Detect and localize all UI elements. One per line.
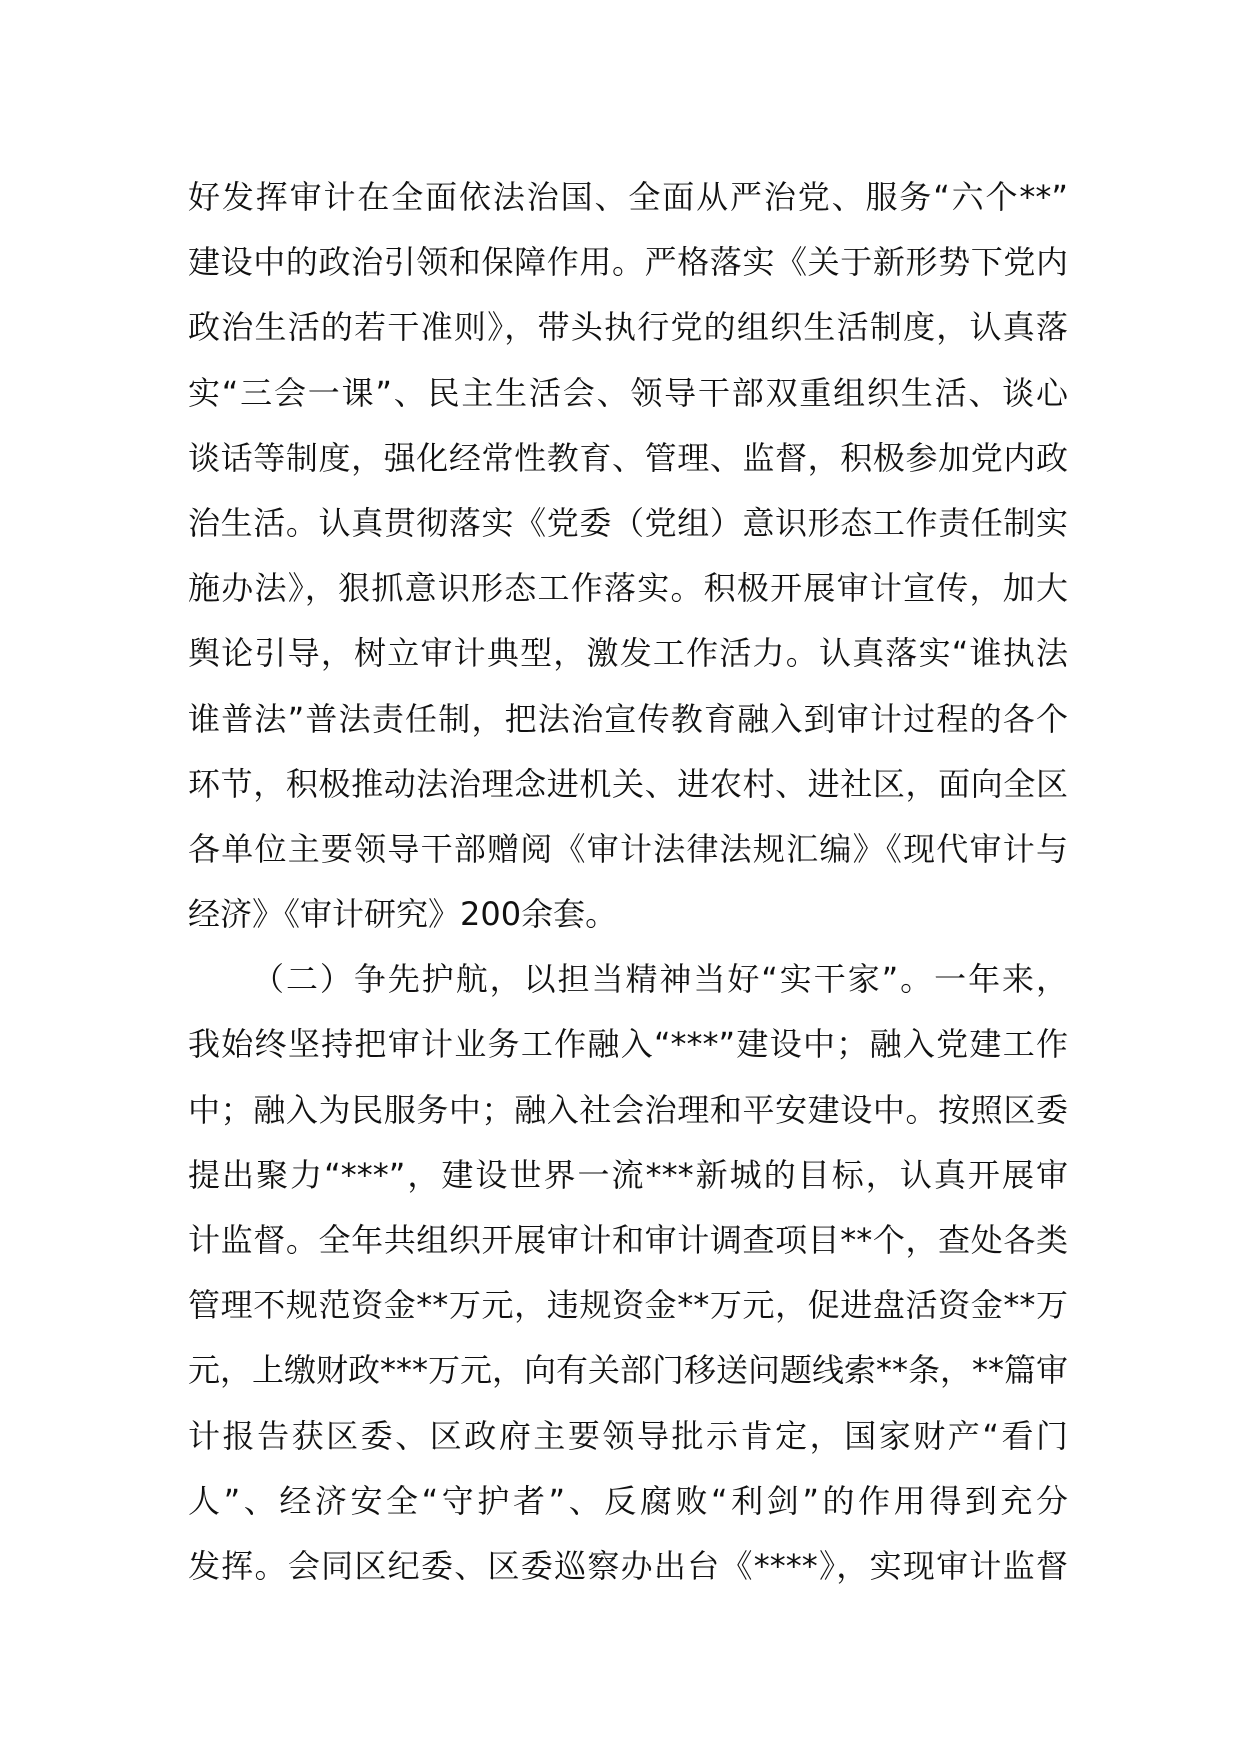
text-line-21: 人”、经济安全“守护者”、反腐败“利剑”的作用得到充分: [188, 1481, 1068, 1520]
text-line-19: 元，上缴财政***万元，向有关部门移送问题线索**条，**篇审: [188, 1351, 1069, 1390]
text-line-1: 好发挥审计在全面依法治国、全面从严治党、服务“六个**”: [188, 178, 1068, 216]
section-heading-line: （二）争先护航，以担当精神当好“实干家”。一年来，: [252, 960, 1068, 999]
text-line-18: 管理不规范资金**万元，违规资金**万元，促进盘活资金**万: [188, 1286, 1068, 1325]
text-line-16: 提出聚力“***”，建设世界一流***新城的目标，认真开展审: [188, 1155, 1068, 1194]
text-line-22: 发挥。会同区纪委、区委巡察办出台《****》，实现审计监督: [188, 1546, 1068, 1585]
text-line-4: 实“三会一课”、民主生活会、领导干部双重组织生活、谈心: [188, 373, 1068, 412]
text-line-7: 施办法》，狠抓意识形态工作落实。积极开展审计宣传，加大: [188, 569, 1068, 608]
text-line-5: 谈话等制度，强化经常性教育、管理、监督，积极参加党内政: [188, 438, 1068, 477]
text-line-20: 计报告获区委、区政府主要领导批示肯定，国家财产“看门: [188, 1416, 1068, 1455]
text-line-9: 谁普法”普法责任制，把法治宣传教育融入到审计过程的各个: [188, 699, 1068, 738]
text-line-3: 政治生活的若干准则》，带头执行党的组织生活制度，认真落: [188, 308, 1068, 347]
text-line-10: 环节，积极推动法治理念进机关、进农村、进社区，面向全区: [188, 764, 1068, 803]
text-line-8: 舆论引导，树立审计典型，激发工作活力。认真落实“谁执法: [188, 634, 1068, 673]
text-line-11: 各单位主要领导干部赠阅《审计法律法规汇编》《现代审计与: [188, 829, 1068, 868]
text-line-12: 经济》《审计研究》200余套。: [188, 895, 618, 934]
text-line-2: 建设中的政治引领和保障作用。严格落实《关于新形势下党内: [188, 243, 1068, 282]
body-text: [188, 174, 1068, 1608]
text-line-6: 治生活。认真贯彻落实《党委（党组）意识形态工作责任制实: [188, 503, 1068, 542]
text-line-17: 计监督。全年共组织开展审计和审计调查项目**个，查处各类: [188, 1221, 1068, 1259]
text-line-14: 我始终坚持把审计业务工作融入“***”建设中；融入党建工作: [188, 1025, 1068, 1064]
text-line-15: 中；融入为民服务中；融入社会治理和平安建设中。按照区委: [188, 1090, 1068, 1129]
